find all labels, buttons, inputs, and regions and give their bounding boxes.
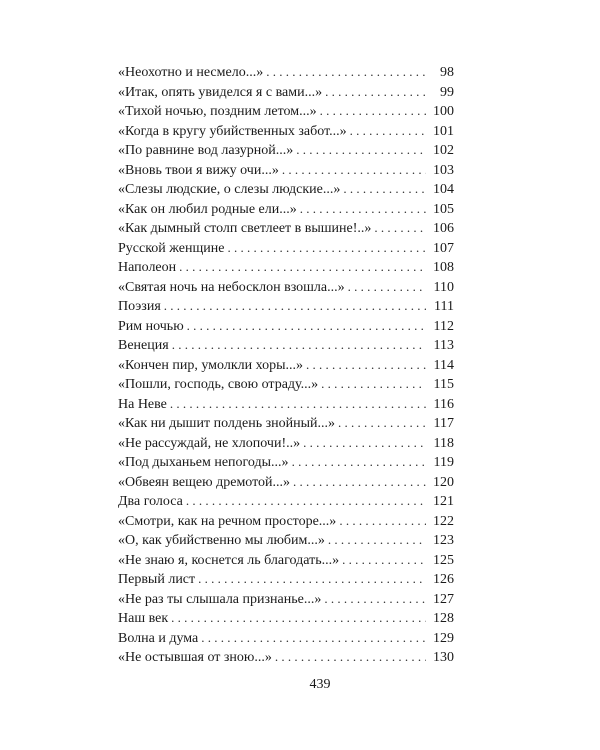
toc-entry-title: Рим ночью	[118, 318, 184, 334]
toc-dot-leader	[201, 628, 426, 648]
toc-entry-page: 111	[434, 299, 454, 314]
toc-entry-page: 99	[440, 84, 454, 100]
toc-dot-leader	[171, 608, 426, 628]
toc-entry	[118, 199, 454, 219]
toc-entry-page: 122	[433, 513, 454, 529]
toc-entry	[118, 160, 454, 180]
toc-entry-title: «Не раз ты слышала признанье...»	[118, 591, 322, 607]
toc-dot-leader	[164, 296, 426, 316]
toc-entry	[118, 355, 454, 375]
toc-dot-leader	[282, 160, 426, 180]
toc-dot-leader	[198, 569, 426, 589]
toc-entry	[118, 589, 454, 609]
toc-entry-page: 129	[433, 630, 454, 646]
toc-entry	[118, 394, 454, 414]
toc-dot-leader	[339, 511, 426, 531]
toc-entry-title: Наполеон	[118, 260, 177, 275]
toc-dot-leader	[266, 62, 426, 82]
toc-entry-title: «Святая ночь на небосклон взошла...»	[118, 279, 345, 295]
toc-dot-leader	[338, 413, 426, 433]
toc-entry-page: 112	[433, 318, 454, 334]
toc-entry	[118, 140, 454, 160]
toc-dot-leader	[275, 647, 426, 667]
toc-dot-leader	[303, 433, 426, 453]
toc-entry-page: 130	[433, 650, 454, 665]
toc-entry-page: 98	[440, 65, 454, 80]
toc-entry-title: Первый лист	[118, 572, 196, 587]
toc-entry-page: 102	[433, 143, 454, 158]
toc-entry-page: 105	[433, 201, 454, 217]
toc-dot-leader	[324, 589, 426, 609]
toc-entry-page: 118	[433, 435, 454, 451]
toc-entry-page: 120	[433, 474, 454, 490]
toc-entry-page: 125	[433, 552, 454, 568]
toc-entry	[118, 550, 454, 570]
toc-entry-title: «Как дымный столп светлеет в вышине!..»	[118, 221, 372, 236]
toc-dot-leader	[328, 530, 426, 550]
toc-entry	[118, 374, 454, 394]
toc-entry	[118, 569, 454, 589]
toc-entry	[118, 530, 454, 550]
toc-entry-page: 108	[433, 260, 454, 275]
toc-entry	[118, 257, 454, 277]
toc-entry-page: 103	[433, 162, 454, 178]
toc-dot-leader	[343, 179, 426, 199]
table-of-contents	[118, 62, 454, 667]
toc-entry	[118, 413, 454, 433]
toc-entry-title: «Не знаю я, коснется ль благодать...»	[118, 552, 340, 568]
toc-entry-title: «Обвеян вещею дремотой...»	[118, 474, 291, 490]
toc-entry-title: «Тихой ночью, поздним летом...»	[118, 104, 317, 119]
toc-entry-title: Поэзия	[118, 299, 161, 314]
toc-entry-title: На Неве	[118, 396, 167, 412]
page-number: 439	[309, 677, 331, 692]
toc-entry	[118, 511, 454, 531]
toc-entry	[118, 472, 454, 492]
toc-entry-page: 100	[433, 104, 454, 119]
toc-entry	[118, 316, 454, 336]
toc-entry	[118, 238, 454, 258]
toc-dot-leader	[292, 452, 426, 472]
toc-entry-page: 110	[433, 279, 454, 295]
toc-entry-title: «Смотри, как на речном просторе...»	[118, 513, 337, 529]
toc-entry-title: Два голоса	[118, 494, 183, 509]
toc-entry-page: 104	[433, 182, 454, 197]
toc-entry-page: 123	[433, 533, 454, 548]
toc-entry-title: Русской женщине	[118, 240, 225, 256]
toc-entry-page: 121	[433, 494, 454, 509]
toc-entry-page: 107	[433, 240, 454, 256]
toc-entry-title: «Не рассуждай, не хлопочи!..»	[118, 435, 301, 451]
toc-entry-title: Венеция	[118, 338, 169, 353]
toc-dot-leader	[296, 140, 426, 160]
toc-dot-leader	[227, 238, 426, 258]
toc-dot-leader	[350, 121, 426, 141]
toc-entry-title: Волна и дума	[118, 630, 199, 646]
toc-entry-page: 113	[433, 338, 454, 353]
toc-entry-title: «Не остывшая от зною...»	[118, 650, 272, 665]
toc-dot-leader	[300, 199, 426, 219]
toc-entry	[118, 628, 454, 648]
toc-entry	[118, 335, 454, 355]
toc-entry-title: «Вновь твои я вижу очи...»	[118, 162, 279, 178]
toc-entry	[118, 433, 454, 453]
toc-entry-page: 117	[433, 416, 454, 431]
toc-dot-leader	[348, 277, 426, 297]
toc-entry-page: 128	[433, 611, 454, 626]
toc-entry	[118, 101, 454, 121]
toc-entry-title: «Пошли, господь, свою отраду...»	[118, 377, 319, 392]
toc-dot-leader	[321, 374, 426, 394]
toc-entry	[118, 121, 454, 141]
toc-dot-leader	[374, 218, 426, 238]
toc-entry	[118, 491, 454, 511]
toc-dot-leader	[320, 101, 426, 121]
toc-entry-title: «Когда в кругу убийственных забот...»	[118, 123, 347, 139]
toc-entry-title: «Как он любил родные ели...»	[118, 201, 297, 217]
toc-entry	[118, 608, 454, 628]
toc-entry	[118, 452, 454, 472]
toc-entry-page: 106	[433, 221, 454, 236]
toc-dot-leader	[293, 472, 426, 492]
toc-entry	[118, 647, 454, 667]
toc-entry	[118, 277, 454, 297]
toc-dot-leader	[187, 316, 426, 336]
toc-dot-leader	[170, 394, 426, 414]
toc-entry-page: 115	[433, 377, 454, 392]
toc-dot-leader	[179, 257, 426, 277]
toc-entry-page: 119	[433, 455, 454, 470]
toc-entry-page: 101	[433, 123, 454, 139]
toc-dot-leader	[172, 335, 426, 355]
toc-entry-title: «Кончен пир, умолкли хоры...»	[118, 357, 303, 373]
toc-dot-leader	[306, 355, 426, 375]
toc-entry-title: «По равнине вод лазурной...»	[118, 143, 294, 158]
toc-dot-leader	[325, 82, 426, 102]
toc-entry	[118, 218, 454, 238]
toc-entry-title: «Неохотно и несмело...»	[118, 65, 264, 80]
toc-entry-page: 114	[433, 357, 454, 373]
toc-entry	[118, 82, 454, 102]
toc-entry-title: «О, как убийственно мы любим...»	[118, 533, 325, 548]
toc-entry-page: 116	[433, 396, 454, 412]
toc-entry-page: 127	[433, 591, 454, 607]
toc-entry-title: Наш век	[118, 611, 169, 626]
toc-entry-title: «Слезы людские, о слезы людские...»	[118, 182, 341, 197]
toc-entry	[118, 296, 454, 316]
toc-entry-title: «Итак, опять увиделся я с вами...»	[118, 84, 323, 100]
toc-entry	[118, 179, 454, 199]
toc-dot-leader	[342, 550, 426, 570]
toc-dot-leader	[186, 491, 426, 511]
toc-entry-page: 126	[433, 572, 454, 587]
toc-entry-title: «Как ни дышит полдень знойный...»	[118, 416, 335, 431]
toc-entry	[118, 62, 454, 82]
toc-entry-title: «Под дыханьем непогоды...»	[118, 455, 289, 470]
